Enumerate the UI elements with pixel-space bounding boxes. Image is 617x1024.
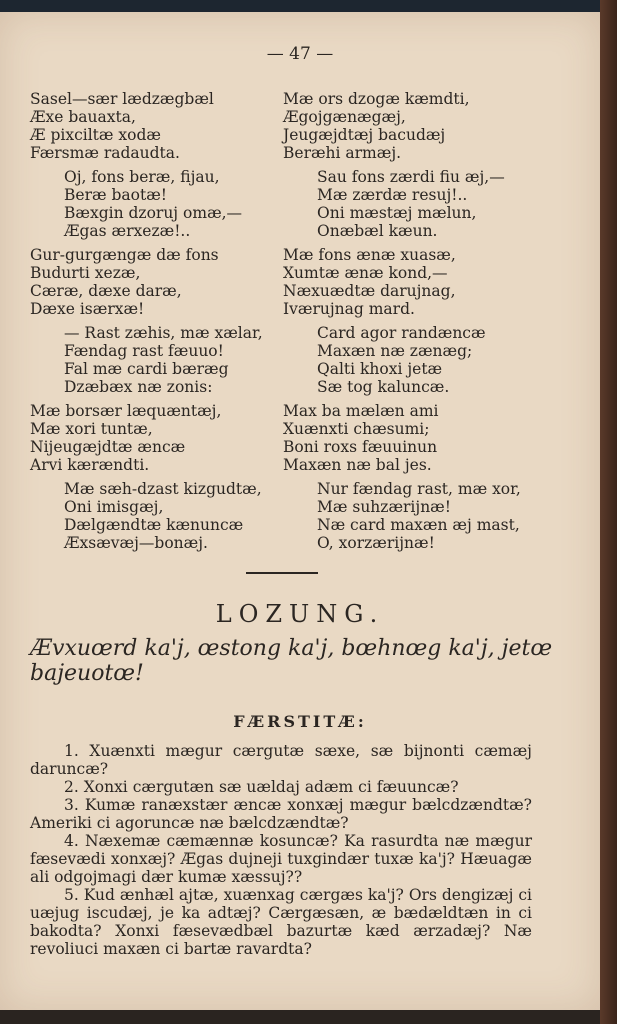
page-number: — 47 — bbox=[266, 44, 334, 64]
question-item: 3. Kumæ ranæxstær æncæ xonxæj mægur bælcdzændtæ? Ameriki ci agoruncæ næ bælcdzændtæ? bbox=[30, 796, 532, 832]
poem-line: Mæ zærdæ resuj!.. bbox=[317, 186, 468, 204]
poem-line: Fal mæ cardi bæræg bbox=[64, 360, 229, 378]
poem-line: Fændag rast fæuuo! bbox=[64, 342, 224, 360]
poem-line: Beræhi armæj. bbox=[283, 144, 402, 162]
poem-line: Cæræ, dæxe daræ, bbox=[30, 282, 182, 300]
poem-stanza bbox=[30, 324, 292, 396]
poem-line: Mæ fons ænæ xuasæ, bbox=[283, 246, 456, 264]
poem-line: Sæ tog kaluncæ. bbox=[317, 378, 450, 396]
poem-line: Sasel—sær lædzægbæl bbox=[30, 90, 214, 108]
poem-line: Arvi kærændti. bbox=[30, 456, 150, 474]
poem-line: Qalti khoxi jetæ bbox=[317, 360, 443, 378]
poem-line: Xumtæ ænæ kond,— bbox=[283, 264, 448, 282]
poem-line: Gur-gurgængæ dæ fons bbox=[30, 246, 219, 264]
poem-line: Maxæn næ bal jes. bbox=[283, 456, 432, 474]
poem-line: Dælgændtæ kænuncæ bbox=[64, 516, 244, 534]
poem-stanza bbox=[283, 480, 545, 552]
poem-line: Budurti xezæ, bbox=[30, 264, 141, 282]
poem-line: Oni imisgæj, bbox=[64, 498, 164, 516]
poem-line: Bæxgin dzoruj omæ,— bbox=[64, 204, 243, 222]
poem-line: Jeugæjdtæj bacudæj bbox=[283, 126, 446, 144]
poem-stanza bbox=[30, 480, 292, 552]
section-heading: LOZUNG. bbox=[215, 600, 385, 628]
poem-stanza bbox=[30, 90, 292, 162]
poem-stanza bbox=[283, 324, 545, 396]
poem-line: Næ card maxæn æj mast, bbox=[317, 516, 520, 534]
poem-stanza bbox=[30, 168, 292, 240]
question-item: 1. Xuænxti mægur cærgutæ sæxe, sæ bijnonti cæmæj daruncæ? bbox=[30, 742, 532, 778]
question-item: 2. Xonxi cærgutæn sæ uældaj adæm ci fæuuncæ? bbox=[64, 778, 459, 796]
poem-line: Mæ ors dzogæ kæmdti, bbox=[283, 90, 470, 108]
poem-stanza bbox=[283, 168, 545, 240]
poem-line: Færsmæ radaudta. bbox=[30, 144, 180, 162]
poem-stanza bbox=[283, 90, 545, 162]
questions-heading: FÆRSTITÆ: bbox=[233, 712, 367, 731]
poem-stanza bbox=[283, 402, 545, 474]
poem-line: Boni roxs fæuuinun bbox=[283, 438, 438, 456]
poem-line: Max ba mælæn ami bbox=[283, 402, 439, 420]
poem-line: Beræ baotæ! bbox=[64, 186, 167, 204]
poem-line: Oni mæstæj mælun, bbox=[317, 204, 477, 222]
poem-line: Dæxe isærxæ! bbox=[30, 300, 145, 318]
poem-line: Nur fændag rast, mæ xor, bbox=[317, 480, 521, 498]
questions-list bbox=[30, 742, 532, 958]
slogan: Ævxuœrd ka'j, œstong ka'j, bœhnœg ka'j, jetœ bajeuotœ! bbox=[30, 636, 553, 686]
poem-line: Mæ borsær læquæntæj, bbox=[30, 402, 222, 420]
poem-line: Æ pixciltæ xodæ bbox=[30, 126, 161, 144]
poem-line: Oj, fons beræ, fijau, bbox=[64, 168, 220, 186]
poem-line: Card agor randæncæ bbox=[317, 324, 486, 342]
poem-line: Nijeugæjdtæ æncæ bbox=[30, 438, 186, 456]
question-item: 5. Kud ænhæl ajtæ, xuænxag cærgæs ka'j? Ors dengizæj ci uæjug iscudæj, je ka adtæj? Cærgæsæn, æ bædældtæn in ci bakodta? Xonxi fæsevædbæl bazurtæ kæd ærzadæj? Næ revoliuci maxæn ci bartæ ravardta? bbox=[30, 886, 532, 958]
poem-line: Xuænxti chæsumi; bbox=[283, 420, 430, 438]
poem-line: Iværujnag mard. bbox=[283, 300, 415, 318]
poem-line: — Rast zæhis, mæ xælar, bbox=[64, 324, 263, 342]
poem-line: Maxæn næ zænæg; bbox=[317, 342, 473, 360]
poem-line: Dzæbæx næ zonis: bbox=[64, 378, 213, 396]
poem-line: Sau fons zærdi fiu æj,— bbox=[317, 168, 505, 186]
book-page bbox=[0, 12, 600, 1010]
poem-line: Mæ xori tuntæ, bbox=[30, 420, 153, 438]
poem-stanza bbox=[30, 246, 292, 318]
poem-column-left bbox=[30, 90, 292, 558]
poem-stanza bbox=[283, 246, 545, 318]
section-divider bbox=[246, 572, 318, 574]
poem-line: O, xorzærijnæ! bbox=[317, 534, 435, 552]
poem-line: Mæ suhzærijnæ! bbox=[317, 498, 451, 516]
poem-line: Æxsævæj—bonæj. bbox=[64, 534, 208, 552]
question-item: 4. Næxemæ cæmænnæ kosuncæ? Ka rasurdta næ mægur fæsevædi xonxæj? Ægas dujneji tuxgindær tuxæ ka'j? Hæuagæ ali odgojmagi dær kumæ xæssuj?? bbox=[30, 832, 532, 886]
poem-column-right bbox=[283, 90, 545, 558]
book-spine bbox=[600, 0, 617, 1024]
poem-line: Onæbæl kæun. bbox=[317, 222, 438, 240]
poem-line: Mæ sæh-dzast kizgudtæ, bbox=[64, 480, 262, 498]
poem-line: Æxe bauaxta, bbox=[30, 108, 136, 126]
poem-line: Ægas ærxezæ!.. bbox=[64, 222, 191, 240]
poem-line: Næxuædtæ darujnag, bbox=[283, 282, 456, 300]
poem-stanza bbox=[30, 402, 292, 474]
poem-line: Ægojgænægæj, bbox=[283, 108, 406, 126]
